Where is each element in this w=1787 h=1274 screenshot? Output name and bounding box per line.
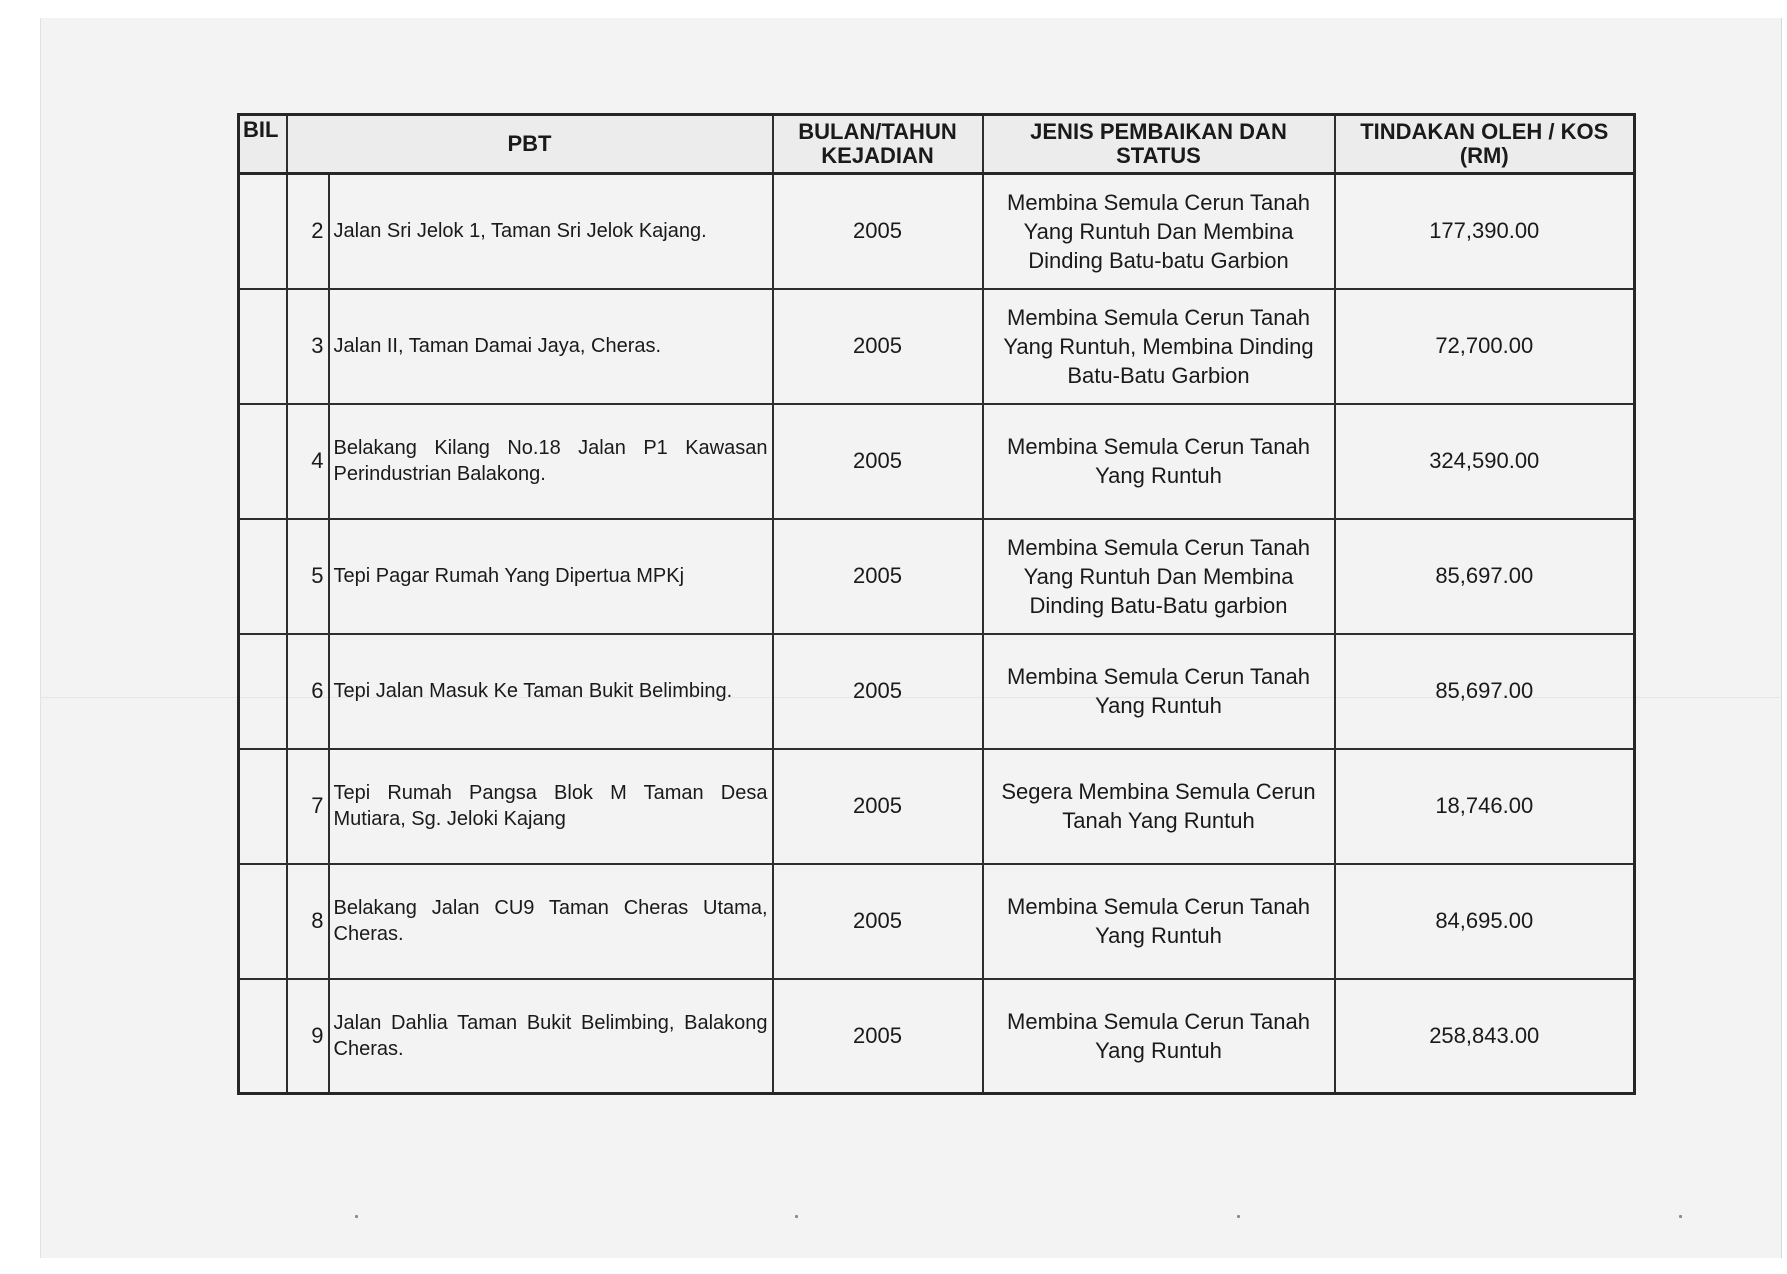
bil-cell (239, 519, 287, 634)
header-tindakan: TINDAKAN OLEH / KOS (RM) (1335, 115, 1635, 174)
row-number: 2 (287, 174, 329, 289)
row-number: 3 (287, 289, 329, 404)
year-cell: 2005 (773, 289, 983, 404)
table-row (239, 289, 1635, 404)
jenis-cell: Membina Semula Cerun Tanah Yang Runtuh (983, 979, 1335, 1094)
kos-cell: 324,590.00 (1335, 404, 1635, 519)
year-cell: 2005 (773, 174, 983, 289)
jenis-cell: Membina Semula Cerun Tanah Yang Runtuh Dan Membina Dinding Batu-batu Garbion (983, 174, 1335, 289)
table-row (239, 174, 1635, 289)
jenis-cell: Membina Semula Cerun Tanah Yang Runtuh Dan Membina Dinding Batu-Batu garbion (983, 519, 1335, 634)
jenis-cell: Membina Semula Cerun Tanah Yang Runtuh (983, 634, 1335, 749)
header-jenis: JENIS PEMBAIKAN DAN STATUS (983, 115, 1335, 174)
row-number: 8 (287, 864, 329, 979)
bil-cell (239, 864, 287, 979)
bil-cell (239, 979, 287, 1094)
year-cell: 2005 (773, 749, 983, 864)
jenis-cell: Membina Semula Cerun Tanah Yang Runtuh, Membina Dinding Batu-Batu Garbion (983, 289, 1335, 404)
row-number: 6 (287, 634, 329, 749)
kos-cell: 85,697.00 (1335, 519, 1635, 634)
kos-cell: 72,700.00 (1335, 289, 1635, 404)
row-number: 4 (287, 404, 329, 519)
row-number: 7 (287, 749, 329, 864)
bil-cell (239, 174, 287, 289)
location-cell: Belakang Jalan CU9 Taman Cheras Utama, Cheras. (329, 864, 773, 979)
table-row (239, 979, 1635, 1094)
scan-speck (1237, 1215, 1240, 1218)
location-cell: Jalan Sri Jelok 1, Taman Sri Jelok Kajang. (329, 174, 773, 289)
row-number: 9 (287, 979, 329, 1094)
repair-table (237, 113, 1636, 1095)
location-cell: Jalan II, Taman Damai Jaya, Cheras. (329, 289, 773, 404)
kos-cell: 84,695.00 (1335, 864, 1635, 979)
year-cell: 2005 (773, 864, 983, 979)
year-cell: 2005 (773, 519, 983, 634)
table-row (239, 404, 1635, 519)
scan-speck (795, 1215, 798, 1218)
table-row (239, 519, 1635, 634)
jenis-cell: Membina Semula Cerun Tanah Yang Runtuh (983, 404, 1335, 519)
year-cell: 2005 (773, 404, 983, 519)
scan-speck (355, 1215, 358, 1218)
kos-cell: 177,390.00 (1335, 174, 1635, 289)
location-cell: Jalan Dahlia Taman Bukit Belimbing, Balakong Cheras. (329, 979, 773, 1094)
year-cell: 2005 (773, 979, 983, 1094)
kos-cell: 258,843.00 (1335, 979, 1635, 1094)
header-pbt: PBT (287, 115, 773, 174)
header-bil: BIL (239, 115, 287, 174)
scan-speck (1679, 1215, 1682, 1218)
location-cell: Tepi Rumah Pangsa Blok M Taman Desa Mutiara, Sg. Jeloki Kajang (329, 749, 773, 864)
location-cell: Tepi Jalan Masuk Ke Taman Bukit Belimbing. (329, 634, 773, 749)
jenis-cell: Segera Membina Semula Cerun Tanah Yang Runtuh (983, 749, 1335, 864)
row-number: 5 (287, 519, 329, 634)
header-bulan-tahun: BULAN/TAHUN KEJADIAN (773, 115, 983, 174)
table-row (239, 864, 1635, 979)
jenis-cell: Membina Semula Cerun Tanah Yang Runtuh (983, 864, 1335, 979)
year-cell: 2005 (773, 634, 983, 749)
location-cell: Belakang Kilang No.18 Jalan P1 Kawasan Perindustrian Balakong. (329, 404, 773, 519)
bil-cell (239, 634, 287, 749)
kos-cell: 18,746.00 (1335, 749, 1635, 864)
bil-cell (239, 404, 287, 519)
bil-cell (239, 289, 287, 404)
kos-cell: 85,697.00 (1335, 634, 1635, 749)
table-header-row (239, 115, 1635, 174)
location-cell: Tepi Pagar Rumah Yang Dipertua MPKj (329, 519, 773, 634)
bil-cell (239, 749, 287, 864)
table-row (239, 749, 1635, 864)
table-row (239, 634, 1635, 749)
